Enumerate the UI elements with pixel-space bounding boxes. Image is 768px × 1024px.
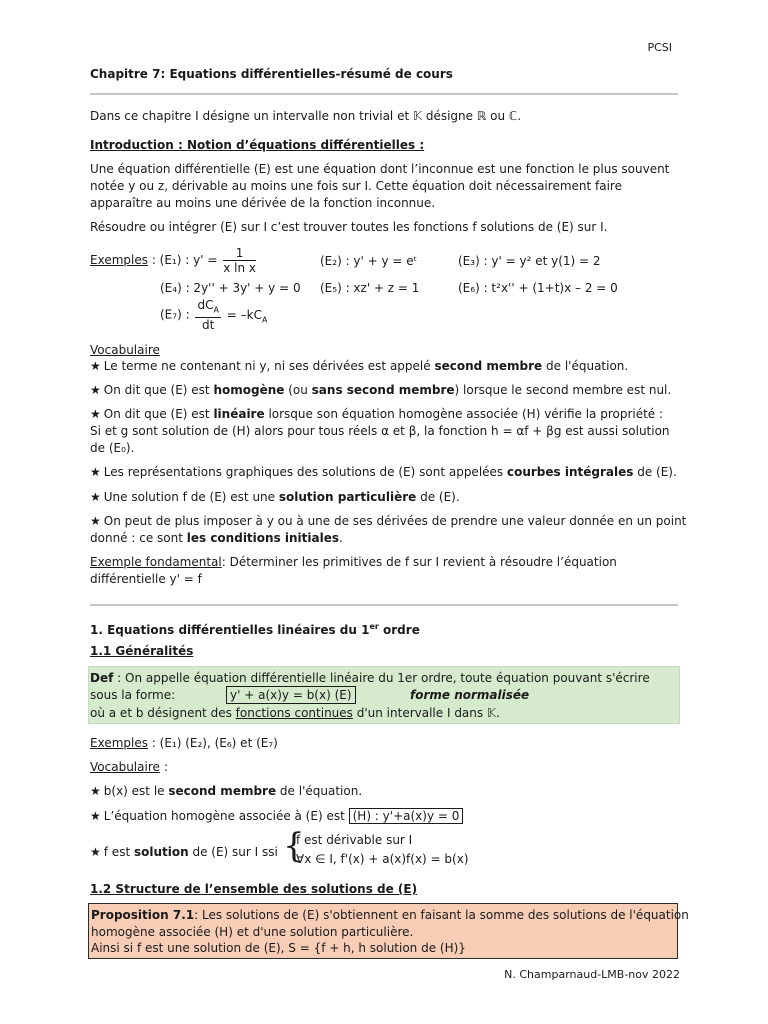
e7-numerator: $dC_A$ [195, 298, 220, 318]
proposition-label: Proposition 7.1 [91, 908, 195, 922]
star-icon: ★ [90, 490, 101, 504]
intro-line: Dans ce chapitre I désigne un intervalle non trivial et 𝕂 désigne ℝ ou ℂ. [90, 109, 522, 123]
solution-condition-2: ∀x ∈ I, f'(x) + a(x)f(x) = b(x) [296, 852, 469, 866]
exemple-fondamental-label: Exemple fondamental [90, 555, 222, 569]
example-e7 [160, 298, 267, 332]
exemple-fondamental: Exemple fondamental: Déterminer les primitives de f sur I revient à résoudre l’équation [90, 555, 617, 569]
example-e2: (E₂) : y' + y = eᵗ [320, 254, 418, 268]
example-e7-suffix: = $-kC_A$ [226, 307, 268, 325]
vocabulaire-label: Vocabulaire [90, 343, 160, 357]
example-e1-fraction [223, 246, 256, 275]
star-icon: ★ [90, 845, 101, 859]
example-e5: (E₅) : xz' + z = 1 [320, 281, 420, 295]
course-label: PCSI [647, 41, 672, 54]
examples-2: Exemples : (E₁) (E₂), (E₆) et (E₇) [90, 736, 278, 750]
example-e7-prefix: (E₇) : [160, 307, 190, 322]
e7-denominator: dt [202, 318, 215, 333]
vocab-item-1: ★ Le terme ne contenant ni y, ni ses dérivées est appelé second membre de l'équation. [90, 359, 629, 373]
star-icon: ★ [90, 383, 101, 397]
star-icon: ★ [90, 809, 101, 823]
star-icon: ★ [90, 407, 101, 421]
section-1-2-heading: 1.2 Structure de l’ensemble des solutions de (E) [90, 882, 418, 896]
vocab-item-3: ★ On dit que (E) est linéaire lorsque son équation homogène associée (H) vérifie la propriété : [90, 407, 664, 421]
vocab-item-6-line-2: donné : ce sont les conditions initiales. [90, 531, 343, 545]
star-icon: ★ [90, 465, 101, 479]
definition-label: Def [90, 671, 114, 685]
introduction-heading: Introduction : Notion d’équations différentielles : [90, 138, 425, 152]
solution-condition-1: f est dérivable sur I [296, 833, 413, 847]
vocabulaire-2-label: Vocabulaire [90, 760, 160, 774]
vocab-item-5: ★ Une solution f de (E) est une solution particulière de (E). [90, 490, 460, 504]
examples-row-1 [90, 246, 258, 275]
examples-2-label: Exemples [90, 736, 148, 750]
examples-label: Exemples [90, 253, 148, 267]
normalized-form-label: forme normalisée [410, 688, 530, 702]
vocab-item-2: ★ On dit que (E) est homogène (ou sans second membre) lorsque le second membre est nul. [90, 383, 672, 397]
exemple-fondamental-line-2: différentielle y' = f [90, 572, 202, 586]
footer-author: N. Champarnaud-LMB-nov 2022 [504, 968, 680, 981]
e1-numerator: 1 [223, 246, 256, 261]
section-1-1-heading: 1.1 Généralités [90, 644, 194, 658]
definition-line-3: où a et b désignent des fonctions continues d'un intervalle I dans 𝕂. [90, 706, 500, 720]
proposition-line-2: homogène associée (H) et d'une solution particulière. [91, 925, 414, 939]
e1-denominator: x ln x [223, 261, 256, 275]
example-e1-prefix: : (E₁) : y' = [151, 253, 218, 267]
example-e4: (E₄) : 2y'' + 3y' + y = 0 [160, 281, 301, 295]
vocab-item-3-line-3: de (E₀). [90, 441, 135, 455]
vocabulaire-2-colon: : [164, 760, 169, 774]
divider [90, 93, 678, 95]
star-icon: ★ [90, 784, 101, 798]
example-e7-fraction [195, 298, 220, 332]
vocab-item-6: ★ On peut de plus imposer à y ou à une de ses dérivées de prendre une valeur donnée en un point [90, 514, 687, 528]
introduction-paragraph-1: Une équation différentielle (E) est une équation dont l’inconnue est une fonction le plus souvent notée y ou z, dérivable au moins une fois sur I. Cette équation doit nécessairement faire apparaître au moins une dérivée de la fonction inconnue. [90, 162, 670, 210]
introduction-paragraph-2: Résoudre ou intégrer (E) sur I c’est trouver toutes les fonctions f solutions de (E) sur I. [90, 220, 608, 234]
example-e3: (E₃) : y' = y² et y(1) = 2 [458, 254, 601, 268]
vocab2-item-1: ★ b(x) est le second membre de l'équation. [90, 784, 363, 798]
vocab-item-3-line-2: Si et g sont solution de (H) alors pour tous réels α et β, la fonction h = αf + βg est aussi solution [90, 424, 670, 438]
brace-icon: { [283, 826, 305, 866]
definition-line-2-label: sous la forme: [90, 688, 176, 702]
section-1-heading: 1. Equations différentielles linéaires du 1er ordre [90, 622, 420, 637]
definition-line-1: Def : On appelle équation différentielle linéaire du 1er ordre, toute équation pouvant s'écrire [90, 671, 650, 685]
vocab2-item-3: ★ f est solution de (E) sur I ssi [90, 845, 278, 859]
vocab-item-4: ★ Les représentations graphiques des solutions de (E) sont appelées courbes intégrales de (E). [90, 465, 677, 479]
vocab2-item-2: ★ L’équation homogène associée à (E) est (H) : y'+a(x)y = 0 [90, 808, 463, 824]
proposition-line-3: Ainsi si f est une solution de (E), S = {f + h, h solution de (H)} [91, 941, 466, 955]
normalized-form-equation: y' + a(x)y = b(x) (E) [226, 686, 356, 704]
star-icon: ★ [90, 359, 101, 373]
divider [90, 604, 678, 606]
proposition-line-1: Proposition 7.1: Les solutions de (E) s'obtiennent en faisant la somme des solutions de l'équation [91, 908, 689, 922]
star-icon: ★ [90, 514, 101, 528]
example-e6: (E₆) : t²x'' + (1+t)x – 2 = 0 [458, 281, 618, 295]
page-title: Chapitre 7: Equations différentielles-résumé de cours [90, 67, 453, 81]
homogeneous-equation: (H) : y'+a(x)y = 0 [349, 808, 464, 824]
